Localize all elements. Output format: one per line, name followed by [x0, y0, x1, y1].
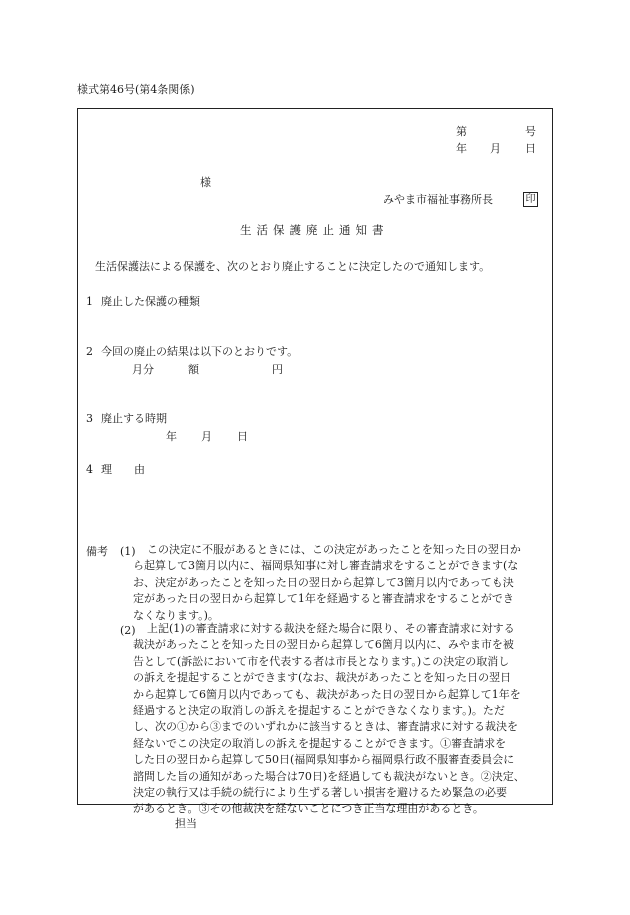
item-2-number: 2 [86, 345, 93, 358]
note-2-line: 上記(1)の審査請求に対する裁決を経た場合に限り、その審査請求に対する [147, 622, 515, 635]
note-2-line: 経ないでこの決定の取消しの訴えを提起することができます。①審査請求を [133, 736, 507, 750]
addressee-suffix: 様 [200, 176, 211, 189]
note-1-number: (1) [120, 545, 136, 558]
item-1-label: 廃止した保護の種類 [101, 295, 200, 308]
item-2-month-field: 月分 [132, 363, 154, 376]
item-4-label: 理 由 [101, 463, 145, 476]
note-1-line: お、決定があったことを知った日の翌日から起算して3箇月以内であっても決 [133, 575, 514, 589]
date-month: 月 [490, 142, 501, 155]
item-3-month-field: 月 [201, 430, 212, 443]
note-1-body [133, 542, 521, 624]
item-3-day-field: 日 [237, 430, 248, 443]
note-2-line: から起算して6箇月以内であっても、裁決があった日の翌日から起算して1年を [133, 687, 521, 701]
note-1-line: 定があった日の翌日から起算して1年を経過すると審査請求をすることができ [133, 592, 514, 606]
date-year: 年 [456, 142, 467, 155]
note-2-number: (2) [120, 624, 136, 637]
doc-number-dai: 第 [456, 125, 467, 138]
item-3-year-field: 年 [166, 430, 177, 443]
item-2-amount-field: 額 [188, 363, 199, 376]
item-3-number: 3 [86, 412, 93, 425]
note-2-line: し、次の①から③までのいずれかに該当するときは、審査請求に対する裁決を [133, 720, 518, 734]
seal-mark: 印 [523, 192, 538, 207]
item-3-label: 廃止する時期 [101, 412, 167, 425]
note-2-line: 告として(訴訟において市を代表する者は市長となります。)この決定の取消し [133, 654, 510, 668]
note-1-line: ら起算して3箇月以内に、福岡県知事に対し審査請求をすることができます(な [133, 559, 519, 573]
document-title: 生活保護廃止通知書 [240, 223, 389, 237]
note-1-line: この決定に不服があるときには、この決定があったことを知った日の翌日か [147, 543, 521, 556]
issuer-name: みやま市福祉事務所長 [383, 193, 493, 206]
item-2-label: 今回の廃止の結果は以下のとおりです。 [101, 345, 299, 358]
remarks-heading: 備考 [86, 545, 108, 558]
form-number: 様式第46号(第4条関係) [77, 83, 195, 96]
intro-text: 生活保護法による保護を、次のとおり廃止することに決定したので通知します。 [95, 260, 491, 273]
note-2-line: 裁決があったことを知った日の翌日から起算して6箇月以内に、みやま市を被 [133, 638, 514, 652]
note-2-line: の訴えを提起することができます(なお、裁決があったことを知った日の翌日 [133, 671, 512, 685]
item-2-yen-field: 円 [272, 363, 283, 376]
note-2-body [133, 621, 525, 818]
item-1-number: 1 [86, 295, 93, 308]
note-2-line: 諮問した旨の通知があった場合は70日)を経過しても裁決がないとき。②決定、 [133, 769, 525, 783]
footer-tantou: 担当 [175, 817, 197, 830]
note-2-line: した日の翌日から起算して50日(福岡県知事から福岡県行政不服審査委員会に [133, 753, 515, 767]
note-1-line: なくなります。)。 [133, 608, 219, 622]
note-2-line: があるとき。③その他裁決を経ないことにつき正当な理由があるとき。 [133, 802, 484, 816]
item-4-number: 4 [86, 463, 93, 476]
note-2-line: 経過すると決定の取消しの訴えを提起することができなくなります。)。ただ [133, 704, 505, 718]
date-day: 日 [525, 142, 536, 155]
note-2-line: 決定の執行又は手続の続行により生ずる著しい損害を避けるため緊急の必要 [133, 786, 507, 800]
doc-number-go: 号 [525, 125, 536, 138]
